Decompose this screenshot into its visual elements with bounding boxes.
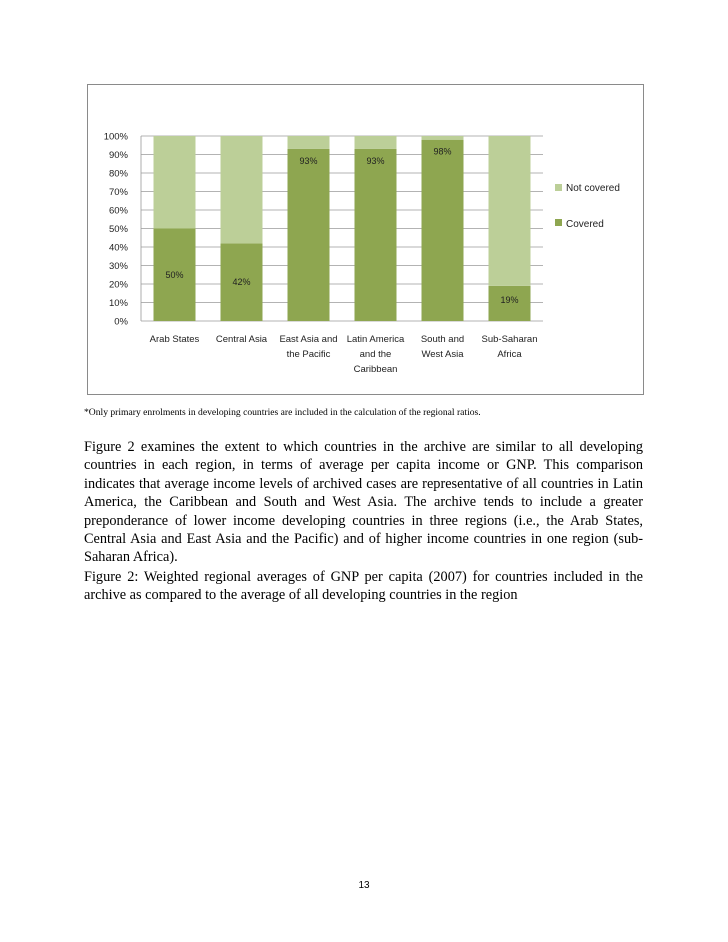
x-category-label: and the — [359, 349, 392, 360]
x-category-label: Sub-Saharan — [481, 334, 538, 345]
x-category-label: South and — [420, 334, 465, 345]
bar-not-covered — [154, 136, 196, 229]
body-paragraph: Figure 2 examines the extent to which countries in the archive are similar to all developing countries in each region, in terms of average per capita income or GNP. This comparison indicates that average income levels of archived cases are representative of all countries in Latin America, the Caribbean and South and West Asia. The archive tends to include a greater preponderance of lower income developing countries in three regions (i.e., the Arab States, Central Asia and East Asia and the Pacific) and of higher income countries in one region (sub-Saharan Africa). — [84, 439, 643, 566]
y-tick-label: 40% — [108, 242, 128, 254]
bar-not-covered — [221, 136, 263, 243]
y-tick-label: 0% — [114, 316, 128, 328]
legend-label-not-covered: Not covered — [566, 183, 620, 194]
x-category-label: Caribbean — [353, 364, 398, 375]
y-tick-label: 100% — [103, 131, 128, 143]
y-tick-label: 10% — [108, 298, 128, 309]
x-category-label: Africa — [497, 349, 522, 360]
data-label: 42% — [232, 277, 251, 288]
data-label: 93% — [299, 155, 318, 166]
x-category-label: the Pacific — [286, 349, 331, 360]
chart-frame — [87, 84, 644, 395]
page-number: 13 — [358, 880, 370, 891]
x-category-label: East Asia and — [279, 334, 338, 345]
data-label: 19% — [500, 294, 519, 305]
x-category-label: Arab States — [149, 334, 200, 345]
x-category-label: Latin America — [346, 334, 405, 345]
data-label: 98% — [433, 146, 452, 157]
bar-not-covered — [422, 136, 464, 140]
data-label: 50% — [165, 269, 184, 280]
bar-not-covered — [355, 136, 397, 149]
chart-footnote: *Only primary enrolments in developing countries are included in the calculation of the regional ratios. — [84, 407, 481, 418]
stacked-bar-chart — [88, 85, 645, 396]
bar-covered — [288, 149, 330, 321]
x-category-label: West Asia — [421, 349, 464, 360]
y-tick-label: 50% — [108, 224, 128, 235]
legend-label-covered: Covered — [566, 219, 604, 230]
figure-caption: Figure 2: Weighted regional averages of GNP per capita (2007) for countries included in the archive as compared to the average of all developing countries in the region — [84, 569, 643, 604]
bar-not-covered — [489, 136, 531, 286]
bar-not-covered — [288, 136, 330, 149]
bar-covered — [355, 149, 397, 321]
y-tick-label: 60% — [108, 205, 128, 217]
data-label: 93% — [366, 155, 385, 166]
bar-covered — [422, 140, 464, 321]
y-tick-label: 70% — [108, 187, 128, 198]
y-tick-label: 80% — [108, 168, 128, 180]
x-category-label: Central Asia — [215, 334, 268, 345]
y-tick-label: 20% — [108, 279, 128, 291]
y-tick-label: 90% — [108, 150, 128, 161]
y-tick-label: 30% — [108, 261, 128, 272]
legend-swatch-not-covered — [555, 184, 562, 191]
legend-swatch-covered — [555, 219, 562, 226]
